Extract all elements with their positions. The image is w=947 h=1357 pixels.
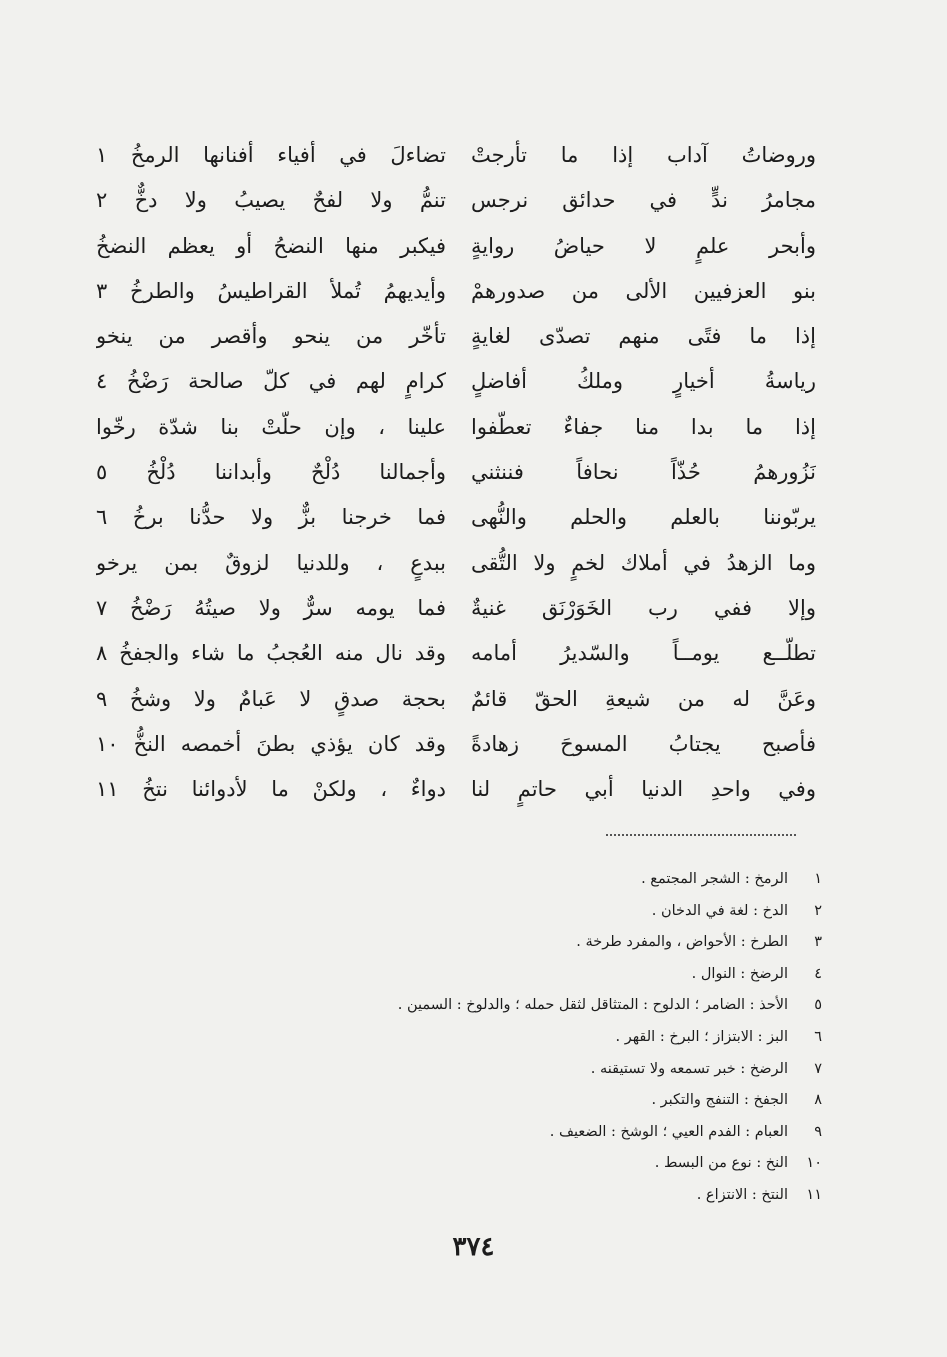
verse-second-hemistich: تأخّر من ينحو وأقصر من ينخو (96, 324, 446, 349)
footnote (202, 1180, 822, 1212)
footnote-number: ٥ (814, 997, 822, 1014)
verse-first-hemistich: وما الزهدُ في أملاك لخمٍ ولا التُّقى (471, 550, 816, 575)
footnote-number: ١٠ (806, 1155, 822, 1172)
verse-first-hemistich: رياسةُ أخيارٍ وملكُ أفاضلٍ (471, 369, 816, 394)
verse-second-hemistich: فما يومه سرٌّ ولا صيتُهُ رَضْخُ ٧ (96, 595, 446, 620)
footnote-number: ٩ (814, 1123, 822, 1140)
verse-second-hemistich: تنمُّ ولا لفحٌ يصيبُ ولا دخٌّ ٢ (96, 188, 446, 213)
verse-first-hemistich: نَزُورهمُ حُذّاً نحافاً فننثني (471, 460, 816, 485)
footnote-text: الجفخ : التنفج والتكبر . (651, 1092, 788, 1109)
footnote (202, 1054, 822, 1086)
footnote-text: الأحذ : الضامر ؛ الدلوح : المتثاقل لثقل حمله ؛ والدلوخ : السمين . (397, 997, 788, 1014)
verse-first-hemistich: وروضاتُ آداب إذا ما تأرجتْ (471, 143, 816, 167)
footnote (202, 864, 822, 896)
footnote-text: الدخ : لغة في الدخان . (651, 902, 788, 919)
footnote (202, 1117, 822, 1149)
verse-first-hemistich: إذا ما بدا منا جفاءٌ تعطّفوا (471, 414, 816, 439)
verse-first-hemistich: تطلّــع يومــاً والسّديرُ أمامه (471, 641, 816, 666)
verse-second-hemistich: كرامٍ لهم في كلّ صالحة رَضْخُ ٤ (96, 369, 446, 394)
footnote (202, 1148, 822, 1180)
footnote-number: ٦ (814, 1028, 822, 1045)
poem-right-column (471, 133, 816, 813)
verse-first-hemistich: بنو العزفيين الألى من صدورهمْ (471, 278, 816, 303)
verse-second-hemistich: وقد كان يؤذي بطنَ أخمصه النخُّ ١٠ (96, 731, 446, 756)
footnote-number: ٢ (814, 902, 822, 919)
verse-second-hemistich: وقد نال منه العُجبُ ما شاء والجفخُ ٨ (96, 641, 446, 666)
footnote-text: النخ : نوع من البسط . (654, 1155, 788, 1172)
verse-first-hemistich: فأصبح يجتابُ المسوحَ زهادةً (471, 731, 816, 756)
footnote (202, 990, 822, 1022)
verse-second-hemistich: بحجة صدقٍ لا عَبامٌ ولا وشخُ ٩ (96, 686, 446, 711)
footnotes (202, 864, 822, 1212)
verse-second-hemistich: دواءٌ ، ولكنْ ما لأدوائنا نتخُ ١١ (96, 777, 446, 802)
footnote (202, 959, 822, 991)
footnote-text: الرضخ : النوال . (691, 965, 788, 982)
verse-first-hemistich: إذا ما فتًى منهم تصدّى لغايةٍ (471, 324, 816, 349)
verse-second-hemistich: ببدعٍ ، وللدنيا لزوقٌ بمن يرخو (96, 550, 446, 575)
footnote (202, 1022, 822, 1054)
footnote-text: العبام : الفدم العيي ؛ الوشخ : الضعيف . (549, 1123, 788, 1140)
footnote-number: ٤ (814, 965, 822, 982)
verse-first-hemistich: مجامرُ ندٍّ في حدائق نرجس (471, 188, 816, 213)
verse-first-hemistich: يربّوننا بالعلم والحلم والنُّهى (471, 505, 816, 530)
verse-second-hemistich: تضاءلَ في أفياء أفنانها الرمخُ ١ (96, 143, 446, 167)
footnote-text: الرمخ : الشجر المجتمع . (641, 871, 788, 887)
verse-first-hemistich: وأبحر علمٍ لا حياضُ روايةٍ (471, 233, 816, 258)
footnote-number: ٧ (814, 1060, 822, 1077)
poem-left-column (96, 133, 446, 813)
verse-second-hemistich: فيكبر منها النضحُ أو يعظم النضخُ (96, 233, 446, 258)
footnote-number: ٣ (814, 934, 822, 951)
verse-first-hemistich: وإلا ففي رب الخَوَرْنَق غنيةٌ (471, 595, 816, 620)
footnote-text: البز : الابتزاز ؛ البرخ : القهر . (615, 1028, 788, 1045)
footnote-text: الطرخ : الأحواض ، والمفرد طرخة . (576, 934, 788, 951)
footnote-text: النتخ : الانتزاع . (696, 1186, 788, 1203)
footnote (202, 1085, 822, 1117)
footnote (202, 896, 822, 928)
verse-second-hemistich: وأيديهمُ تُملأ القراطيسُ والطرخُ ٣ (96, 278, 446, 303)
verse-second-hemistich: علينا ، وإن حلّتْ بنا شدّة رخّوا (96, 414, 446, 439)
poem (96, 133, 816, 813)
footnote-text: الرضخ : خبر تسمعه ولا تستيقنه . (590, 1060, 788, 1077)
page-number: ٣٧٤ (452, 1232, 495, 1262)
footnote-divider (606, 834, 796, 836)
footnote-number: ٨ (814, 1092, 822, 1109)
footnote-number: ١١ (806, 1186, 822, 1203)
verse-first-hemistich: وفي واحدِ الدنيا أبي حاتمٍ لنا (471, 777, 816, 802)
verse-second-hemistich: فما خرجنا بزٌّ ولا حدُّنا برخُ ٦ (96, 505, 446, 530)
footnote (202, 927, 822, 959)
verse-second-hemistich: وأجمالنا دُلْحٌ وأبداننا دُلْخُ ٥ (96, 460, 446, 485)
verse-first-hemistich: وعَنَّ له من شيعةِ الحقّ قائمٌ (471, 686, 816, 711)
footnote-number: ١ (814, 871, 822, 887)
